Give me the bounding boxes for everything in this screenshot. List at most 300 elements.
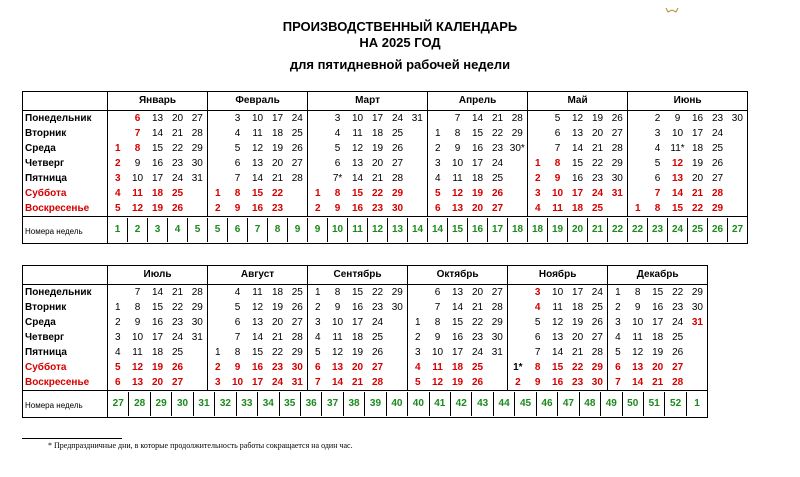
calendar-second-half	[22, 265, 708, 418]
week-number: 19	[547, 218, 567, 242]
day-cell: 28	[668, 375, 688, 391]
day-cell: 23	[568, 375, 588, 391]
day-cell: 24	[288, 111, 308, 127]
day-cell: 27	[168, 375, 188, 391]
day-cell: 28	[391, 173, 404, 184]
day-cell: 18	[568, 201, 588, 217]
day-cell: 21	[492, 113, 504, 124]
month-name: Декабрь	[608, 266, 708, 285]
day-cell: 3	[528, 186, 548, 201]
day-cell: 15	[652, 287, 664, 298]
day-cell: 7	[554, 143, 561, 154]
day-cell: 2	[208, 360, 228, 375]
week-number: 49	[600, 392, 621, 416]
day-cell: 17	[692, 128, 704, 139]
day-cell: 13	[632, 362, 644, 373]
day-cell	[728, 126, 748, 141]
day-cell: 10	[431, 347, 444, 358]
day-cell	[728, 186, 748, 201]
day-cell: 15	[151, 302, 164, 313]
day-cell: 10	[632, 317, 644, 328]
day-cell: 11	[252, 128, 263, 139]
day-cell: 20	[468, 201, 488, 217]
day-cell: 5	[534, 317, 541, 328]
day-cell: 24	[712, 128, 724, 139]
day-cell: 22	[672, 287, 684, 298]
day-cell	[628, 186, 648, 201]
day-cell: 23	[492, 143, 504, 154]
day-cell: 10	[552, 188, 564, 199]
day-cell: 24	[588, 285, 608, 301]
day-cell	[208, 330, 228, 345]
day-cell: 19	[448, 375, 468, 391]
day-cell: 15	[351, 287, 364, 298]
weekday-label: Пятница	[23, 345, 108, 360]
day-cell: 31	[608, 186, 628, 201]
day-cell: 16	[151, 158, 164, 169]
day-cell: 5	[234, 143, 241, 154]
day-cell: 31	[288, 375, 308, 391]
day-cell: 23	[592, 173, 604, 184]
day-cell: 27	[672, 362, 684, 373]
day-cell	[208, 171, 228, 186]
week-number: 1	[114, 224, 121, 235]
day-cell	[508, 300, 528, 315]
day-cell: 18	[451, 362, 464, 373]
day-cell: 29	[608, 156, 628, 171]
day-cell: 12	[331, 347, 344, 358]
week-number: 34	[257, 392, 278, 416]
day-cell: 30	[728, 111, 748, 127]
day-cell	[628, 156, 648, 171]
day-cell: 20	[371, 158, 384, 169]
day-cell: 7	[234, 332, 241, 343]
day-cell: 9	[634, 302, 641, 313]
day-cell: 26	[171, 362, 184, 373]
day-cell: 25	[391, 128, 404, 139]
day-cell: 29	[288, 345, 308, 360]
day-cell	[388, 330, 408, 345]
day-cell: 4	[428, 171, 448, 186]
day-cell: 24	[672, 317, 684, 328]
month-name: Ноябрь	[508, 266, 608, 285]
day-cell: 14	[672, 188, 684, 199]
day-cell: 15	[472, 128, 484, 139]
day-cell: 25	[492, 173, 504, 184]
day-cell: 14	[251, 173, 264, 184]
day-cell: 10	[452, 158, 464, 169]
week-number: 7	[247, 218, 267, 242]
day-cell: 23	[712, 113, 724, 124]
day-cell: 20	[351, 362, 364, 373]
day-cell: 7	[454, 113, 461, 124]
day-cell: 16	[692, 113, 704, 124]
day-cell: 5	[428, 186, 448, 201]
day-cell	[208, 315, 228, 330]
day-cell: 8	[454, 128, 461, 139]
day-cell: 27	[371, 362, 384, 373]
day-cell: 27	[608, 126, 628, 141]
day-cell: 22	[592, 158, 604, 169]
day-cell: 19	[472, 188, 484, 199]
day-cell	[528, 111, 548, 127]
day-cell: 7	[134, 128, 141, 139]
day-cell	[508, 156, 528, 171]
weekday-label: Суббота	[23, 360, 108, 375]
day-cell: 18	[371, 128, 384, 139]
day-cell	[728, 156, 748, 171]
day-cell: 2	[108, 315, 128, 330]
week-number: 8	[267, 218, 287, 242]
weekday-label: Понедельник	[23, 111, 108, 127]
day-cell	[188, 360, 208, 375]
day-cell: 29	[188, 300, 208, 315]
day-cell: 12	[572, 113, 584, 124]
week-number: 32	[214, 392, 235, 416]
day-cell: 19	[151, 362, 164, 373]
day-cell: 10	[672, 128, 684, 139]
day-cell: 30	[188, 315, 208, 330]
weeks-label: Номера недель	[23, 391, 108, 418]
day-cell	[188, 375, 208, 391]
day-cell: 11	[632, 332, 643, 343]
day-cell: 3	[108, 171, 128, 186]
day-cell	[688, 345, 708, 360]
day-cell	[608, 201, 628, 217]
week-number: 51	[643, 392, 664, 416]
day-cell: 20	[148, 375, 168, 391]
day-cell	[408, 141, 428, 156]
day-cell: 21	[572, 347, 584, 358]
day-cell: 13	[251, 317, 264, 328]
day-cell: 21	[592, 143, 604, 154]
day-cell	[628, 141, 648, 156]
day-cell: 22	[271, 188, 284, 199]
day-cell: 22	[688, 201, 708, 217]
day-cell: 23	[471, 332, 484, 343]
day-cell: 15	[251, 188, 264, 199]
day-cell	[388, 345, 408, 360]
week-number: 21	[587, 218, 607, 242]
day-cell: 29	[508, 126, 528, 141]
day-cell	[728, 141, 748, 156]
month-name: Май	[528, 92, 628, 111]
day-cell: 6	[108, 375, 128, 391]
day-cell	[408, 156, 428, 171]
day-cell: 7	[534, 347, 541, 358]
day-cell: 12	[452, 188, 464, 199]
day-cell: 1	[308, 285, 328, 301]
day-cell: 11	[132, 347, 143, 358]
day-cell: 5	[608, 345, 628, 360]
day-cell: 2	[408, 330, 428, 345]
day-cell	[728, 171, 748, 186]
day-cell: 27	[488, 285, 508, 301]
week-number: 31	[193, 392, 214, 416]
day-cell: 8	[634, 287, 641, 298]
day-cell: 27	[588, 330, 608, 345]
day-cell: 18	[692, 143, 704, 154]
day-cell: 5	[334, 143, 341, 154]
day-cell: 18	[151, 188, 164, 199]
day-cell: 11*	[670, 143, 685, 154]
day-cell: 2	[108, 156, 128, 171]
day-cell: 25	[171, 347, 184, 358]
day-cell: 24	[371, 317, 384, 328]
day-cell: 23	[271, 362, 284, 373]
week-number: 43	[471, 392, 492, 416]
day-cell: 17	[652, 317, 664, 328]
day-cell: 27	[288, 156, 308, 171]
day-cell: 14	[351, 173, 364, 184]
day-cell: 18	[351, 332, 364, 343]
day-cell: 5	[234, 302, 241, 313]
day-cell	[528, 141, 548, 156]
day-cell: 13	[128, 375, 148, 391]
day-cell: 24	[391, 113, 404, 124]
day-cell: 27	[712, 173, 724, 184]
day-cell: 28	[368, 375, 388, 391]
day-cell: 30	[688, 300, 708, 315]
week-number: 23	[647, 218, 667, 242]
day-cell: 26	[492, 188, 504, 199]
day-cell: 1	[408, 315, 428, 330]
day-cell: 3	[234, 113, 241, 124]
day-cell: 29	[391, 188, 404, 199]
day-cell: 29	[188, 141, 208, 156]
weekday-label: Воскресенье	[23, 201, 108, 217]
week-number: 30	[171, 392, 192, 416]
day-cell: 17	[151, 332, 164, 343]
day-cell: 6	[334, 158, 341, 169]
day-cell: 14	[451, 302, 464, 313]
day-cell: 8	[234, 347, 241, 358]
week-number: 20	[567, 218, 587, 242]
day-cell: 23	[171, 317, 184, 328]
day-cell: 5	[408, 375, 428, 391]
week-number: 22	[627, 218, 647, 242]
day-cell: 10	[552, 287, 564, 298]
page-subtitle-week: для пятидневной рабочей недели	[289, 57, 511, 72]
day-cell: 25	[588, 201, 608, 217]
day-cell: 15	[351, 188, 364, 199]
day-cell: 22	[371, 287, 384, 298]
day-cell: 5	[108, 201, 128, 217]
day-cell: 25	[588, 300, 608, 315]
footnote: * Предпраздничные дни, в которые продолжительность работы сокращается на один час.	[48, 441, 353, 450]
day-cell: 19	[592, 113, 604, 124]
day-cell: 27	[188, 111, 208, 127]
day-cell: 14	[552, 347, 564, 358]
day-cell	[388, 375, 408, 391]
day-cell: 18	[472, 173, 484, 184]
week-numbers-strip	[108, 217, 748, 244]
header-label-cell	[23, 266, 108, 285]
day-cell: 8	[334, 287, 341, 298]
day-cell	[688, 360, 708, 375]
day-cell: 16	[248, 201, 268, 217]
week-number: 13	[387, 218, 407, 242]
weekday-label: Суббота	[23, 186, 108, 201]
week-number: 1	[686, 392, 707, 416]
day-cell: 5	[308, 345, 328, 360]
day-cell: 1	[208, 345, 228, 360]
day-cell: 25	[371, 332, 384, 343]
week-number: 33	[236, 392, 257, 416]
day-cell	[388, 315, 408, 330]
day-cell: 9	[434, 332, 441, 343]
day-cell: 16	[451, 332, 464, 343]
day-cell	[488, 375, 508, 391]
week-number: 50	[622, 392, 643, 416]
day-cell: 4	[234, 128, 241, 139]
day-cell: 8	[134, 302, 141, 313]
day-cell: 30	[488, 330, 508, 345]
day-cell: 30	[608, 171, 628, 186]
day-cell	[288, 186, 308, 201]
day-cell: 8	[648, 201, 668, 217]
day-cell: 6	[608, 360, 628, 375]
day-cell: 19	[572, 317, 584, 328]
day-cell	[628, 126, 648, 141]
day-cell: 8	[234, 188, 241, 199]
day-cell: 16	[351, 302, 364, 313]
day-cell: 29	[388, 285, 408, 301]
day-cell: 10	[131, 332, 144, 343]
day-cell: 9	[228, 201, 248, 217]
day-cell	[308, 156, 328, 171]
day-cell	[508, 285, 528, 301]
day-cell: 28	[608, 141, 628, 156]
day-cell	[628, 171, 648, 186]
day-cell: 4	[108, 345, 128, 360]
day-cell	[208, 141, 228, 156]
day-cell: 8	[134, 143, 141, 154]
day-cell: 20	[171, 113, 184, 124]
month-name: Апрель	[428, 92, 528, 111]
weekday-label: Пятница	[23, 171, 108, 186]
day-cell: 30	[188, 156, 208, 171]
day-cell: 2	[654, 113, 661, 124]
day-cell: 18	[271, 128, 284, 139]
day-cell: 1*	[508, 360, 528, 375]
week-number: 24	[667, 218, 687, 242]
day-cell: 22	[572, 362, 584, 373]
day-cell: 20	[652, 362, 664, 373]
footnote-divider	[22, 438, 122, 439]
day-cell: 4	[534, 302, 541, 313]
day-cell: 22	[371, 188, 384, 199]
day-cell	[408, 285, 428, 301]
day-cell: 25	[171, 188, 184, 199]
day-cell: 28	[288, 171, 308, 186]
day-cell: 3	[208, 375, 228, 391]
day-cell: 29	[488, 315, 508, 330]
month-name: Март	[308, 92, 428, 111]
day-cell: 1	[528, 156, 548, 171]
day-cell: 22	[492, 128, 504, 139]
day-cell: 5	[554, 113, 561, 124]
week-number: 26	[707, 218, 727, 242]
day-cell: 11	[132, 188, 143, 199]
week-number: 47	[557, 392, 578, 416]
day-cell: 8	[434, 317, 441, 328]
day-cell: 12	[428, 375, 448, 391]
day-cell: 1	[628, 201, 648, 217]
day-cell: 26	[468, 375, 488, 391]
day-cell	[728, 201, 748, 217]
day-cell: 16	[652, 302, 664, 313]
day-cell: 19	[351, 347, 364, 358]
week-number: 40	[386, 392, 407, 416]
week-number: 52	[664, 392, 685, 416]
day-cell: 4	[108, 186, 128, 201]
day-cell: 30*	[508, 141, 528, 156]
day-cell	[188, 201, 208, 217]
week-number: 11	[347, 218, 367, 242]
day-cell: 17	[151, 173, 164, 184]
day-cell: 12	[251, 143, 264, 154]
day-cell: 7	[308, 375, 328, 391]
day-cell: 11	[432, 362, 443, 373]
day-cell: 16	[251, 362, 264, 373]
day-cell: 12	[251, 302, 264, 313]
weekday-label: Вторник	[23, 300, 108, 315]
day-cell: 7	[434, 302, 441, 313]
day-cell: 24	[268, 375, 288, 391]
day-cell: 15	[668, 201, 688, 217]
day-cell	[408, 126, 428, 141]
day-cell: 19	[371, 143, 384, 154]
day-cell: 20	[271, 158, 284, 169]
page-subtitle-year: НА 2025 ГОД	[359, 35, 441, 50]
day-cell: 14	[572, 143, 584, 154]
day-cell: 13	[331, 362, 344, 373]
day-cell: 18	[572, 302, 584, 313]
day-cell: 6	[234, 317, 241, 328]
day-cell	[408, 186, 428, 201]
day-cell: 2	[308, 201, 328, 217]
day-cell: 9	[134, 317, 141, 328]
day-cell: 3	[334, 113, 341, 124]
week-number: 16	[467, 218, 487, 242]
day-cell: 19	[148, 201, 168, 217]
day-cell: 28	[588, 345, 608, 360]
day-cell: 9	[334, 302, 341, 313]
day-cell	[528, 126, 548, 141]
day-cell: 21	[271, 332, 284, 343]
day-cell	[508, 186, 528, 201]
day-cell: 11	[552, 302, 563, 313]
day-cell: 1	[308, 186, 328, 201]
day-cell: 16	[348, 201, 368, 217]
week-number: 45	[514, 392, 535, 416]
day-cell: 11	[252, 287, 263, 298]
day-cell: 9	[554, 173, 561, 184]
day-cell	[408, 201, 428, 217]
day-cell	[108, 285, 128, 301]
day-cell: 11	[332, 332, 343, 343]
day-cell: 27	[288, 315, 308, 330]
day-cell: 10	[131, 173, 144, 184]
weekday-label: Понедельник	[23, 285, 108, 301]
day-cell: 24	[592, 188, 604, 199]
day-cell: 5	[108, 360, 128, 375]
week-number: 18	[527, 218, 547, 242]
week-number: 48	[579, 392, 600, 416]
day-cell: 25	[471, 362, 484, 373]
day-cell: 2	[428, 141, 448, 156]
